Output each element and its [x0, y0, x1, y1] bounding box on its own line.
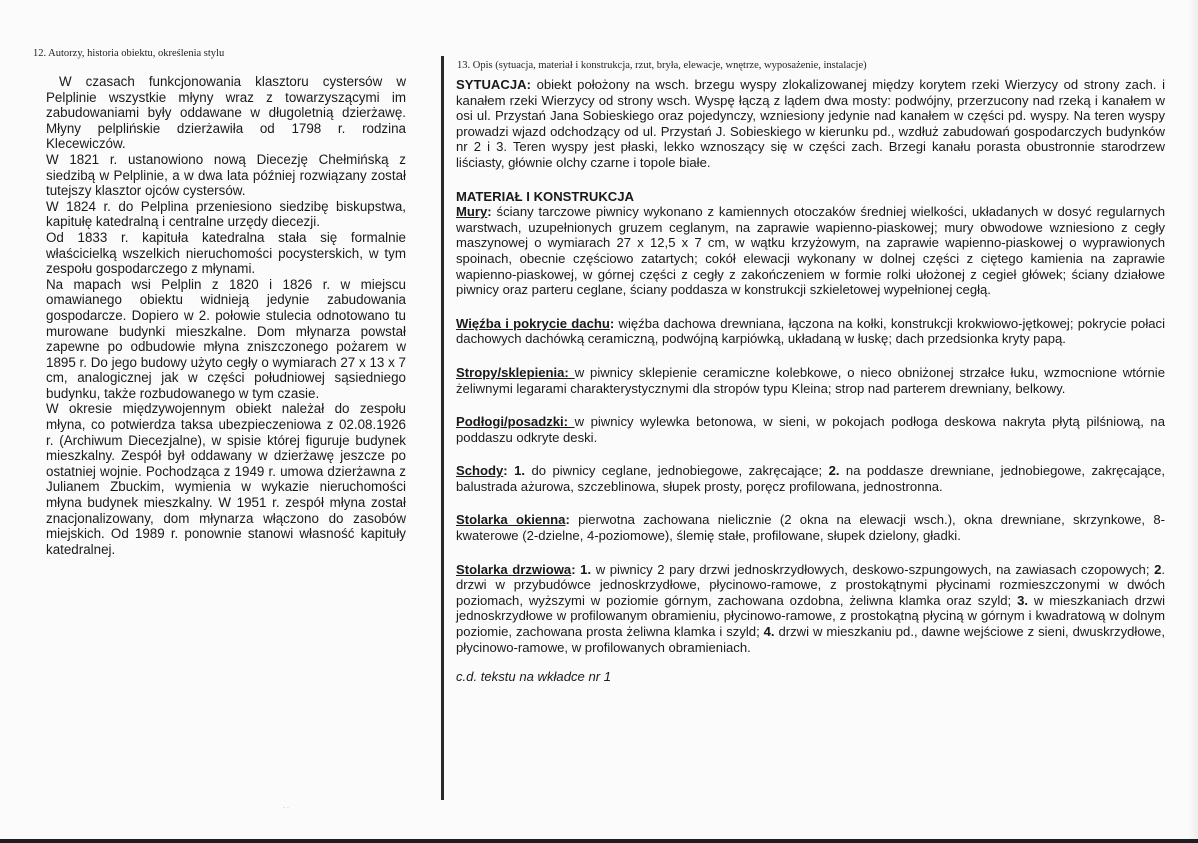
doors-item-text: drzwi w mieszkaniu pd., dawne wejściowe z sieni, dwuskrzydłowe, płycinowo-ramowe, w profilowanych obramieniach.	[456, 624, 1165, 655]
floors-paragraph	[456, 414, 1165, 445]
stairs-item-number: 1.	[507, 463, 526, 479]
stairs-item-text: do piwnicy ceglane, jednobiegowe, zakręcające;	[525, 463, 823, 479]
doors-item-number: 3.	[1011, 592, 1029, 608]
doors-paragraph	[456, 562, 1165, 656]
history-paragraph: Od 1833 r. kapituła katedralna stała się formalnie właścicielką wszelkich nieruchomości pocysterskich, w tym zespołu gospodarczego z młynami.	[46, 229, 406, 277]
stairs-colon: :	[503, 463, 508, 479]
scan-bottom-edge	[0, 839, 1198, 843]
walls-colon: :	[487, 204, 492, 220]
doors-colon: :	[571, 561, 576, 577]
scan-speck: ··	[283, 805, 291, 811]
situation-label: SYTUACJA:	[456, 77, 531, 92]
doors-item-number: 1.	[575, 561, 592, 577]
windows-label: Stolarka okienna	[456, 512, 566, 528]
windows-paragraph	[456, 512, 1165, 543]
doors-label: Stolarka drzwiowa	[456, 561, 572, 577]
doors-item-text: w mieszkaniach drzwi jednoskrzydłowe w profilowanym obramieniu, płycinowo-ramowe, z prostokątną płyciną w górnym i kwadratową w dolnym poziomie, zachowana prosta żeliwna klamka i szyld;	[456, 592, 1166, 640]
scan-edge-shade	[1188, 0, 1198, 843]
doors-item-number: 4.	[759, 624, 775, 640]
column-divider	[441, 56, 444, 800]
roof-colon: :	[609, 315, 615, 331]
section-12-heading: 12. Autorzy, historia obiektu, określenia stylu	[33, 48, 225, 59]
roof-text: więźba dachowa drewniana, łączona na kołki, konstrukcji krokwiowo-jętkowej; pokrycie połaci dachowych dachówką ceramiczną, podwójną karpiówką, układaną w łuskę; dach przedsionka kryty papą.	[456, 315, 1165, 347]
walls-text: ściany tarczowe piwnicy wykonano z kamiennych otoczaków średniej wielkości, układanych w dosyć regularnych warstwach, uzupełnionych gruzem ceglanym, na zaprawie wapienno-piaskowej; mury obwodowe wzniesiono z cegły maszynowej o wymiarach 27 x 12,5 x 7 cm, w wątku krzyżowym, na zaprawie wapienno-piaskowej o wyprawionych spoinach, obecnie częściowo zatartych; cokół elewacji wykonany w dolnej części z ciętego kamienia na zaprawie wapienno-piaskowej, w górnej części z cegły z zakończeniem w formie rolki ułożonej z cegieł główek; ściany działowe piwnicy oraz parteru ceglane, ściany poddasza w konstrukcji szkieletowej wypełnionej cegłą.	[456, 204, 1165, 298]
history-paragraph: W 1821 r. ustanowiono nową Diecezję Chełmińską z siedzibą w Pelplinie, a w dwa lata później rozwiązany został tutejszy klasztor ojców cystersów.	[46, 151, 406, 199]
continuation-note: c.d. tekstu na wkładce nr 1	[456, 669, 612, 685]
stairs-label: Schody	[456, 463, 504, 479]
walls-label: Mury	[456, 204, 488, 220]
ceilings-paragraph	[456, 365, 1165, 396]
walls-paragraph	[456, 204, 1165, 298]
ceilings-text: w piwnicy sklepienie ceramiczne kolebkowe, o nieco obniżonej strzałce łuku, wzmocnione wtórnie żeliwnymi legarami charakterystycznymi dla stropów typu Kleina; strop nad parterem drewniany, belkowy.	[456, 364, 1165, 396]
description-text-column	[456, 77, 1165, 698]
situation-paragraph	[456, 77, 1165, 171]
roof-paragraph	[456, 316, 1165, 347]
floors-label: Podłogi/posadzki:	[456, 414, 575, 430]
history-paragraph: W okresie międzywojennym obiekt należał do zespołu młyna, co potwierdza taksa ubezpieczeniowa z 02.08.1926 r. (Archiwum Diecezjalne), w spisie której figuruje budynek mieszkalny. Zespół był oddawany w dzierżawę jeszcze po ostatniej wojnie. Pochodząca z 1949 r. umowa dzierżawna z Julianem Zbuckim, wymienia w wykazie nieruchomości młyna budynek mieszkalny. W 1951 r. zespół młyna został znacjonalizowany, dom młynarza włączono do zasobów miejskich. Od 1989 r. ponownie stanowi własność kapituły katedralnej.	[46, 401, 406, 557]
ceilings-label: Stropy/sklepienia:	[456, 364, 575, 380]
roof-label: Więźba i pokrycie dachu	[456, 315, 610, 331]
history-paragraph: W czasach funkcjonowania klasztoru cystersów w Pelplinie wszystkie młyny wraz z towarzyszącymi im zabudowaniami były oddawane w długoletnią dzierżawę. Młyny pelplińskie dzierżawiła od 1798 r. rodzina Klecewiczów.	[46, 74, 406, 152]
doors-item-text: w piwnicy 2 pary drzwi jednoskrzydłowych, deskowo-szpungowych, na zawiasach czopowych;	[591, 561, 1150, 577]
doors-item-text: . drzwi w przybudówce jednoskrzydłowe, płycinowo-ramowe, z prostokątnymi płycinami rozmieszczonymi w dwóch poziomach, wyższymi w poziomie górnym, zachowana ozdobna, żeliwna klamka oraz szyld;	[456, 561, 1165, 608]
section-13-heading: 13. Opis (sytuacja, materiał i konstrukcja, rzut, bryła, elewacje, wnętrze, wyposażenie, instalacje)	[457, 60, 867, 71]
history-paragraph: W 1824 r. do Pelplina przeniesiono siedzibę biskupstwa, kapitułę katedralną i centralne urzędy diecezji.	[46, 198, 406, 230]
stairs-item-number: 2.	[822, 463, 840, 479]
situation-text: obiekt położony na wsch. brzegu wyspy zlokalizowanej między korytem rzeki Wierzycy od strony zach. i kanałem rzeki Wierzycy od strony wsch. Wyspę łączą z lądem dwa mosty: podwójny, przerzucony nad rzeką i kanałem w osi ul. Przystań Jana Sobieskiego oraz pojedynczy, wzniesiony jedynie nad kanałem w części pd. wyspy. Na teren wyspy prowadzi wjazd odchodzący od ul. Przystań J. Sobieskiego w kierunku pd., wzdłuż zabudowań gospodarczych budynków nr 2 i 3. Teren wyspy jest płaski, lekko wznoszący się w części zach. Brzegi kanału porasta obustronnie starodrzew liściasty, głównie olchy czarne i topole białe.	[456, 77, 1165, 170]
stairs-paragraph	[456, 463, 1165, 494]
doors-item-number: 2	[1149, 561, 1162, 577]
floors-text: w piwnicy wylewka betonowa, w sieni, w pokojach podłoga deskowa nakryta płytą pilśniową, na poddaszu odkryte deski.	[456, 414, 1165, 445]
windows-colon: :	[565, 512, 570, 528]
material-construction-title: MATERIAŁ I KONSTRUKCJA	[456, 188, 634, 204]
history-paragraph: Na mapach wsi Pelplin z 1820 i 1826 r. w miejscu omawianego obiektu widnieją jedynie zabudowania gospodarcze. Dopiero w 2. połowie stulecia odnotowano tu murowane budynki mieszkalne. Dom młynarza powstał zapewne po odbudowie młyna zniszczonego pożarem w 1895 r. Do jego budowy użyto cegły o wymiarach 27 x 13 x 7 cm, analogicznej jak w części południowej sąsiedniego budynku, także rozbudowanego w tym czasie.	[46, 276, 406, 401]
windows-text: pierwotna zachowana nielicznie (2 okna na elewacji wsch.), okna drewniane, skrzynkowe, 8-kwaterowe (2-dzielne, 4-poziomowe), ślemię stałe, profilowane, słupek dzielony, gładki.	[456, 512, 1165, 544]
history-text-column	[46, 74, 406, 557]
stairs-item-text: na poddasze drewniane, jednobiegowe, zakręcające, balustrada ażurowa, szczeblinowa, słupek prosty, poręcz profilowana, jednostronna.	[456, 463, 1166, 494]
